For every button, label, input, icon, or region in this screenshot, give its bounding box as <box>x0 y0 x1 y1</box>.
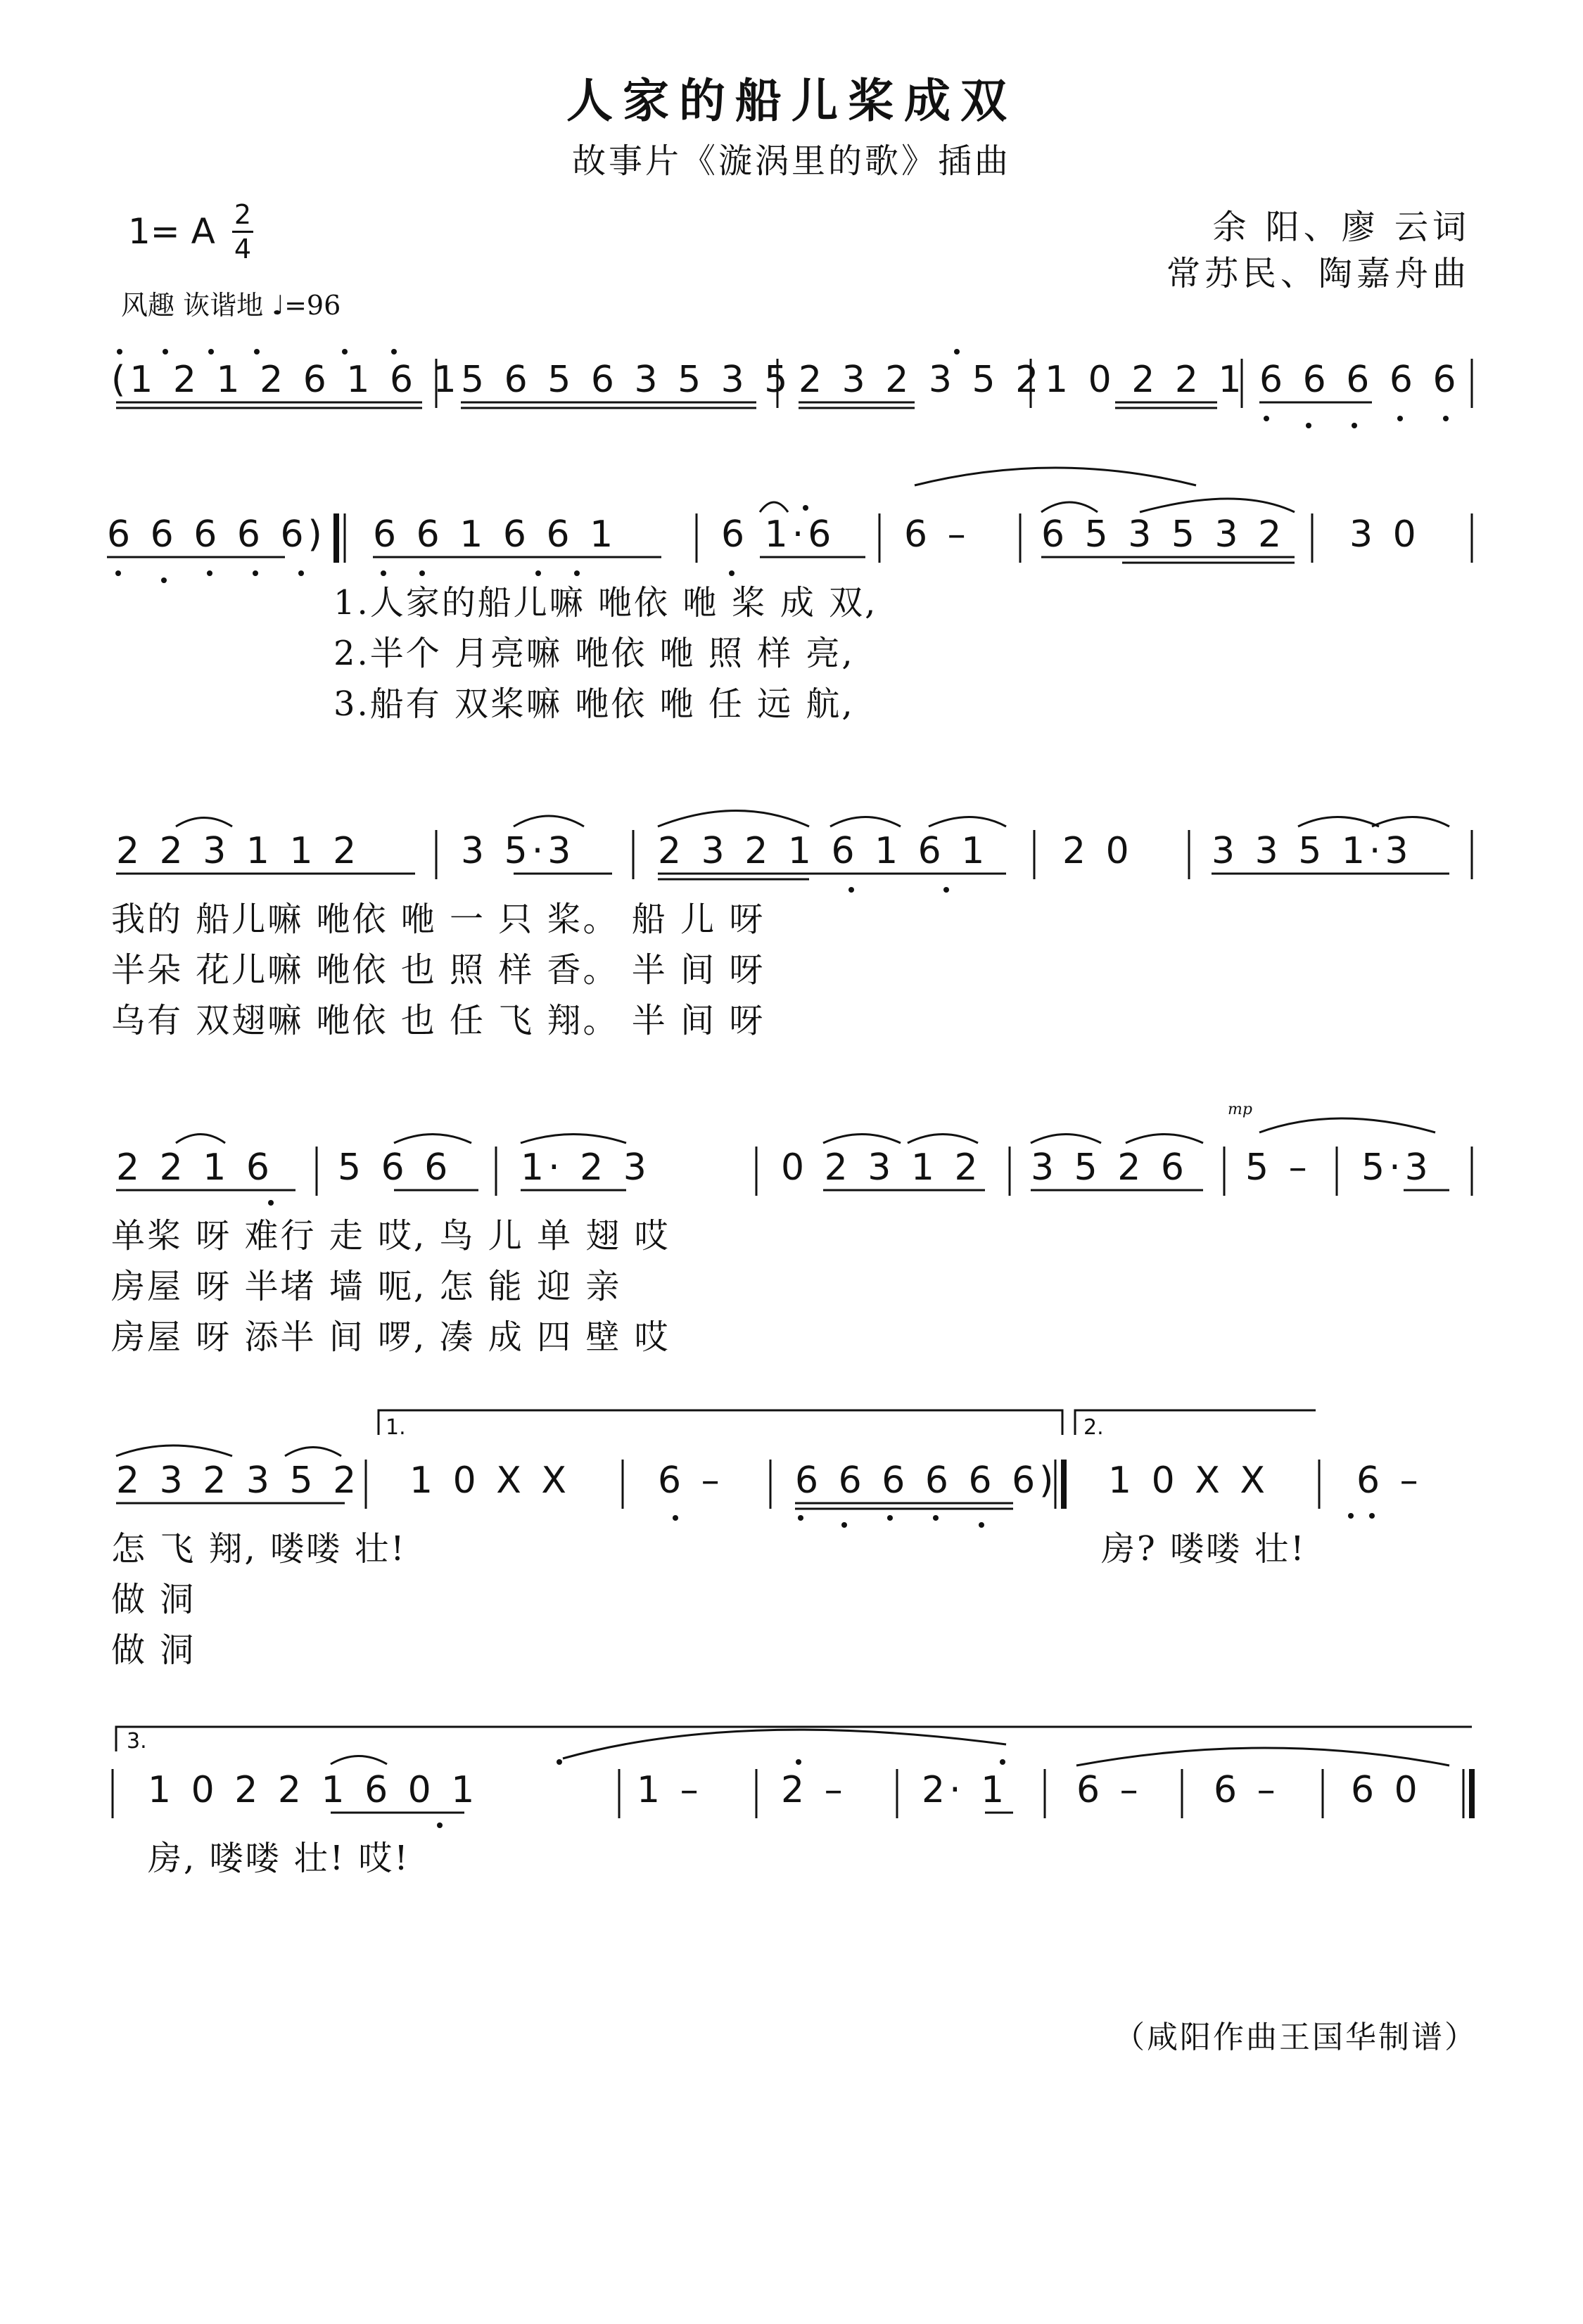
measure: 2 3 2 3 5 2 <box>116 1460 361 1502</box>
measure: 6 6 6 6 6 <box>1259 359 1461 401</box>
measure: 1 0 X X <box>409 1460 571 1502</box>
transcriber-credit: （咸阳作曲王国华制谱） <box>1114 2019 1477 2055</box>
time-signature-bottom: 4 <box>234 234 252 264</box>
measure: 1· 2 3 <box>521 1147 651 1189</box>
measure: 6 – <box>1356 1460 1423 1502</box>
song-subtitle: 故事片《漩涡里的歌》插曲 <box>571 141 1011 181</box>
lyric-line: 3.船有 双桨嘛 咃依 咃 任 远 航, <box>333 684 855 724</box>
lyric-line: 乌有 双翅嘛 咃依 也 任 飞 翔。 半 间 呀 <box>111 1001 765 1040</box>
composer-credit: 常苏民、陶嘉舟曲 <box>1166 254 1470 293</box>
lyric-line: 房屋 呀 添半 间 啰, 凑 成 四 壁 哎 <box>111 1317 670 1357</box>
measure: 1 0 X X <box>1108 1460 1270 1502</box>
lyric-line: 房, 喽喽 壮! 哎! <box>148 1839 410 1878</box>
lyric-line: 1.人家的船儿嘛 咃依 咃 桨 成 双, <box>333 583 878 622</box>
measure: 6 0 <box>1351 1769 1422 1811</box>
measure: 2 3 2 3 5 2 <box>799 359 1043 401</box>
lyric-line: 做 洞 <box>111 1630 196 1670</box>
measure: 2 2 1 6 <box>116 1147 274 1189</box>
measure: 0 2 3 1 2 <box>781 1147 982 1189</box>
lyric-line: 半朵 花儿嘛 咃依 也 照 样 香。 半 间 呀 <box>111 950 765 990</box>
volta-label: 2. <box>1083 1415 1104 1440</box>
song-title: 人家的船儿桨成双 <box>566 73 1017 128</box>
measure: 5 6 5 6 3 5 3 5 <box>461 359 792 401</box>
lyric-line: 2.半个 月亮嘛 咃依 咃 照 样 亮, <box>333 634 855 673</box>
measure: 6 5 3 5 3 2 <box>1041 513 1286 556</box>
measure: 5 – <box>1245 1147 1311 1189</box>
measure: 2 3 2 1 6 1 6 1 <box>658 830 989 872</box>
lyric-line: 我的 船儿嘛 咃依 咃 一 只 桨。 船 儿 呀 <box>111 900 765 939</box>
measure: 6 – <box>1214 1769 1280 1811</box>
measure: 2 2 3 1 1 2 <box>116 830 361 872</box>
measure: 6 6 6 6 6) <box>107 513 326 556</box>
lyric-line: 房? 喽喽 壮! <box>1101 1529 1307 1569</box>
measure: 1 0 2 2 1 <box>1045 359 1246 401</box>
measure: 1 – <box>637 1769 703 1811</box>
time-signature-top: 2 <box>234 199 252 230</box>
measure: 3 0 <box>1349 513 1420 556</box>
lyric-line: 单桨 呀 难行 走 哎, 鸟 儿 单 翅 哎 <box>111 1216 670 1256</box>
lyric-line: 房屋 呀 半堵 墙 呃, 怎 能 迎 亲 <box>111 1267 622 1306</box>
volta-label: 1. <box>386 1415 406 1440</box>
lyricist-credit: 余 阳、廖 云词 <box>1212 208 1470 247</box>
measure: 3 5·3 <box>461 830 576 872</box>
measure: 3 5 2 6 <box>1031 1147 1188 1189</box>
measure: 6 – <box>658 1460 724 1502</box>
measure: 2 – <box>781 1769 847 1811</box>
measure: 2 0 <box>1062 830 1133 872</box>
tempo-marking: 风趣 诙谐地 ♩=96 <box>121 290 341 321</box>
measure: 3 3 5 1·3 <box>1212 830 1413 872</box>
lyric-line: 做 洞 <box>111 1580 196 1619</box>
measure: 5·3 <box>1361 1147 1432 1189</box>
measure: 5 6 6 <box>338 1147 452 1189</box>
volta-label: 3. <box>127 1729 147 1754</box>
measure: 2· 1 <box>922 1769 1009 1811</box>
dynamic-marking: mp <box>1228 1101 1252 1118</box>
measure: 6 – <box>904 513 970 556</box>
key-signature: 1= A <box>128 211 215 252</box>
measure: 6 6 6 6 6 6) <box>795 1460 1058 1502</box>
lyric-line: 怎 飞 翔, 喽喽 壮! <box>111 1529 407 1569</box>
measure: 6 – <box>1076 1769 1143 1811</box>
measure: (1 2 1 2 6 1 6 1 <box>111 359 461 401</box>
measure: 6 1·6 <box>721 513 836 556</box>
measure: 6 6 1 6 6 1 <box>373 513 618 556</box>
measure: 1 0 2 2 1 6 0 1 <box>148 1769 479 1811</box>
